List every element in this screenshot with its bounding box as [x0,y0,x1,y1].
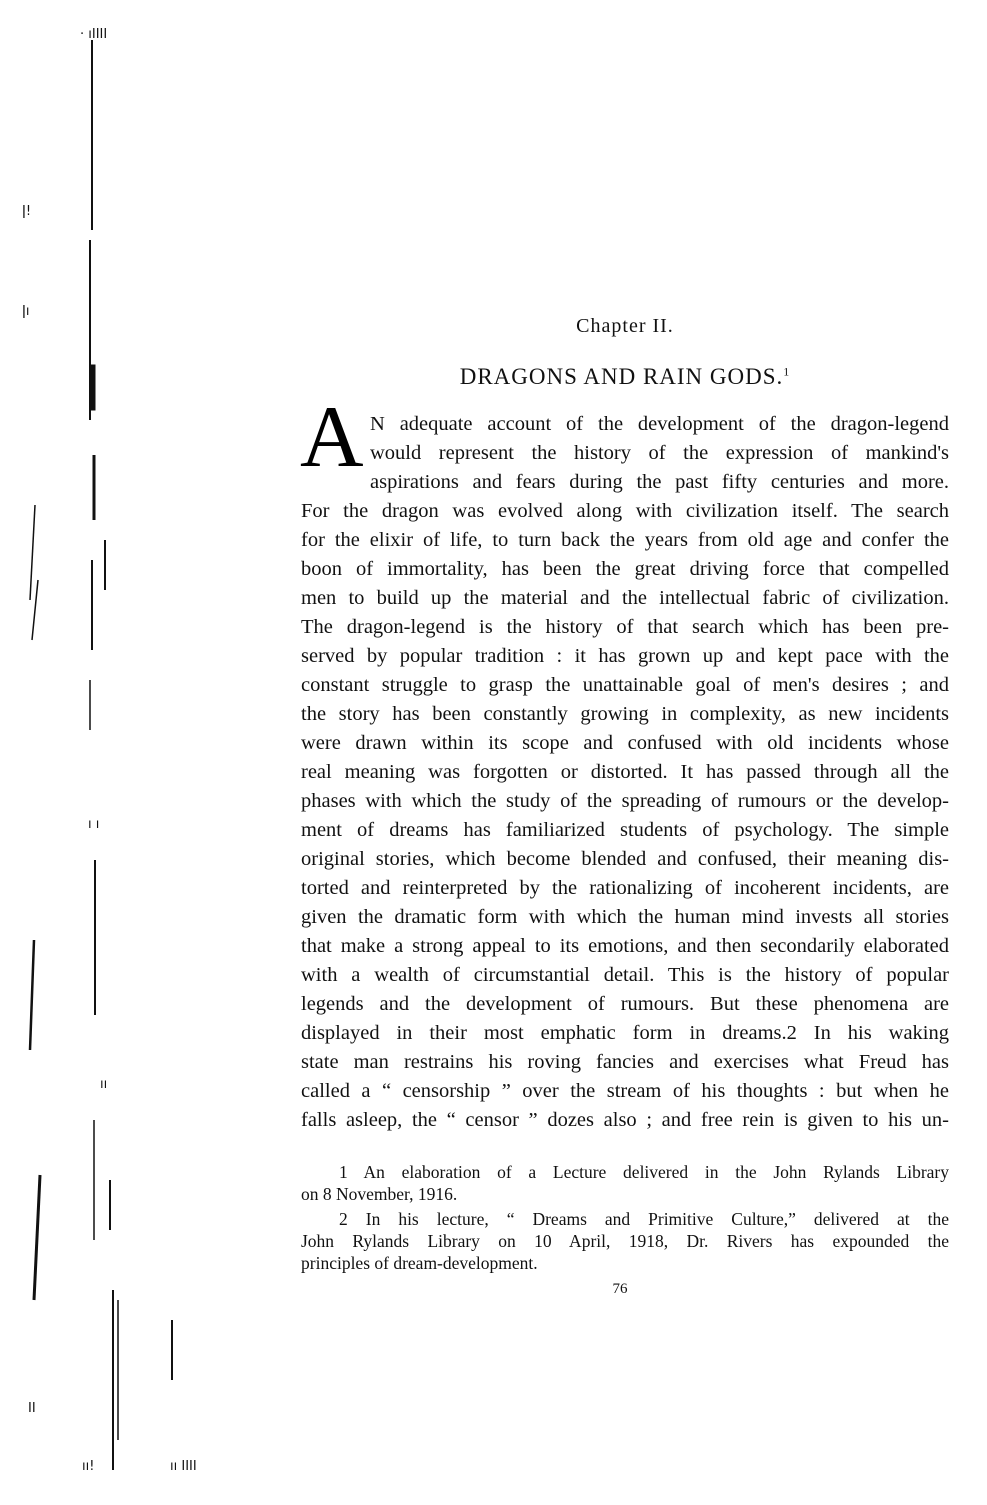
footnote-line: John Rylands Library on 10 April, 1918, Dr. Rivers has expounded the [301,1231,949,1251]
body-line: original stories, which become blended and confused, their meaning dis- [301,848,949,870]
body-line: ment of dreams has familiarized students of psychology. The simple [301,819,949,841]
svg-text:ıı IIII: ıı IIII [170,1459,197,1474]
chapter-title: DRAGONS AND RAIN GODS.$^1$ [459,364,791,389]
body-line: men to build up the material and the intellectual fabric of civilization. [301,587,949,609]
footnote-line: 2 In his lecture, “ Dreams and Primitive Culture,” delivered at the [339,1209,949,1229]
body-line: would represent the history of the expression of mankind's [370,442,949,464]
footnote-line: on 8 November, 1916. [301,1184,458,1204]
body-line: phases with which the study of the spreading of rumours or the develop- [301,790,949,812]
body-line: state man restrains his roving fancies and exercises what Freud has [301,1051,949,1073]
body-line: for the elixir of life, to turn back the years from old age and confer the [301,529,949,551]
body-line: the story has been constantly growing in complexity, as new incidents [301,703,949,725]
scan-edge-artifacts [0,0,300,1505]
body-line: aspirations and fears during the past fifty centuries and more. [370,471,949,493]
drop-cap: A [300,389,364,486]
svg-text:ı ı: ı ı [88,817,100,832]
body-line: boon of immortality, has been the great driving force that compelled [301,558,949,580]
body-line: that make a strong appeal to its emotions, and then secondarily elaborated [301,935,949,957]
svg-text:ǀı: ǀı [22,304,30,319]
svg-text:II: II [28,1401,36,1416]
svg-text:· ıIIII: · ıIIII [80,27,108,42]
body-line: N adequate account of the development of the dragon-legend [370,413,949,435]
footnote-line: principles of dream-development. [301,1253,538,1273]
svg-text:ǀ!: ǀ! [22,204,32,219]
body-line: with a wealth of circumstantial detail. This is the history of popular [301,964,949,986]
chapter-label: Chapter II. [576,315,674,337]
svg-text:ıı: ıı [100,1077,108,1092]
title-footnote-mark: 1 [783,364,791,379]
body-line: falls asleep, the “ censor ” dozes also ; and free rein is given to his un- [301,1109,949,1131]
body-line: For the dragon was evolved along with civilization itself. The search [301,500,949,522]
page-number: 76 [612,1281,628,1297]
body-line: given the dramatic form with which the human mind invests all stories [301,906,949,928]
body-line: torted and reinterpreted by the rationalizing of incoherent incidents, are [301,877,949,899]
body-line: displayed in their most emphatic form in dreams.2 In his waking [301,1022,949,1044]
body-line: were drawn within its scope and confused with old incidents whose [301,732,949,754]
body-line: constant struggle to grasp the unattainable goal of men's desires ; and [301,674,949,696]
body-line: The dragon-legend is the history of that search which has been pre- [301,616,949,638]
svg-text:ıı!: ıı! [82,1459,95,1474]
body-line: called a “ censorship ” over the stream of his thoughts : but when he [301,1080,949,1102]
footnote-line: 1 An elaboration of a Lecture delivered in the John Rylands Library [339,1162,949,1182]
body-line: legends and the development of rumours. But these phenomena are [301,993,949,1015]
body-line: real meaning was forgotten or distorted. It has passed through all the [301,761,949,783]
body-line: served by popular tradition : it has grown up and kept pace with the [301,645,949,667]
